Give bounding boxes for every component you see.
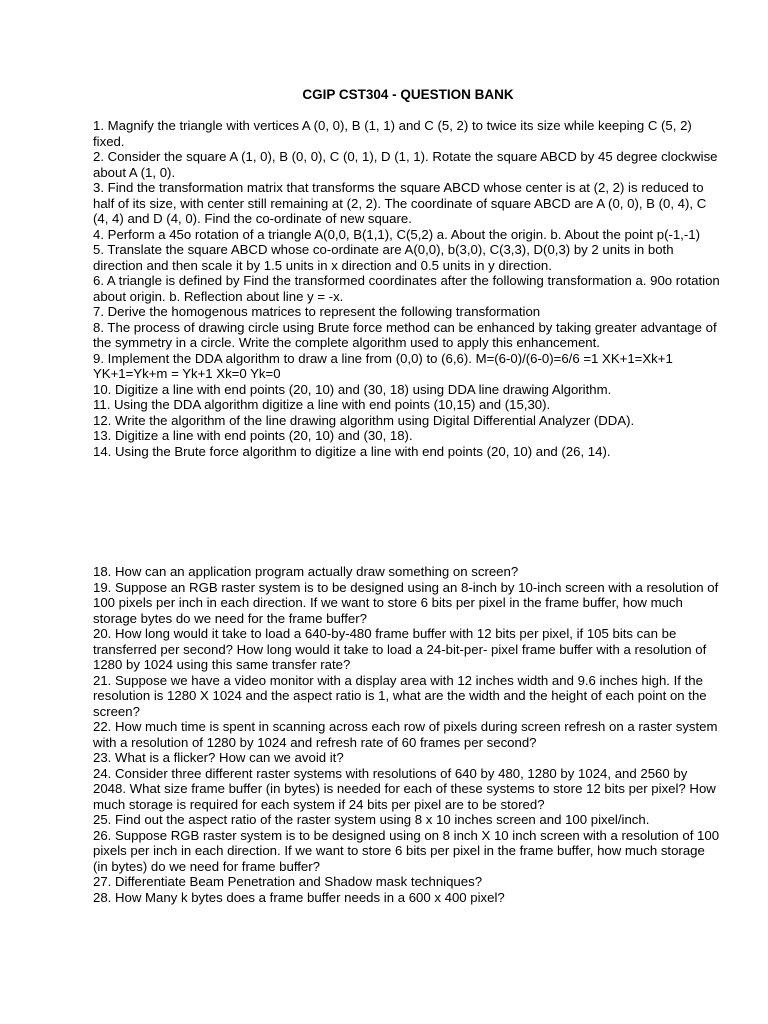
question-26: 26. Suppose RGB raster system is to be designed using on 8 inch X 10 inch screen with a resolution of 100 pixels per inch in each direction. If we want to store 6 bits per pixel in the frame buffer, how much storage (in bytes) do we need for frame buffer? (93, 827, 720, 874)
question-list-part-1 (93, 118, 723, 459)
question-18: 18. How can an application program actually draw something on screen? (93, 564, 519, 579)
question-27: 27. Differentiate Beam Penetration and Shadow mask techniques? (93, 874, 483, 889)
question-list-part-2 (93, 564, 723, 905)
question-8: 8. The process of drawing circle using Brute force method can be enhanced by taking greater advantage of the symmetry in a circle. Write the complete algorithm used to apply this enhancement. (93, 319, 717, 350)
question-22: 22. How much time is spent in scanning across each row of pixels during screen refresh on a raster system with a resolution of 1280 by 1024 and refresh rate of 60 frames per second? (93, 719, 718, 750)
question-4: 4. Perform a 45o rotation of a triangle A(0,0, B(1,1), C(5,2) a. About the origin. b. About the point p(-1,-1) (93, 226, 700, 242)
question-21: 21. Suppose we have a video monitor with a display area with 12 inches width and 9.6 inches high. If the resolution is 1280 X 1024 and the aspect ratio is 1, what are the width and the height of each point on the screen? (93, 672, 707, 719)
question-13: 13. Digitize a line with end points (20, 10) and (30, 18). (93, 428, 413, 443)
question-9: 9. Implement the DDA algorithm to draw a line from (0,0) to (6,6). M=(6-0)/(6-0)=6/6 =1 XK+1=Xk+1 YK+1=Yk+m = Yk+1 Xk=0 Yk=0 (93, 350, 673, 381)
question-24: 24. Consider three different raster systems with resolutions of 640 by 480, 1280 by 1024, and 2560 by 2048. What size frame buffer (in bytes) is needed for each of these systems to store 12 bits per pixel? How much storage is required for each system if 24 bits per pixel are to be stored? (93, 765, 716, 812)
question-25: 25. Find out the aspect ratio of the raster system using 8 x 10 inches screen and 100 pixel/inch. (93, 812, 650, 827)
question-2: 2. Consider the square A (1, 0), B (0, 0), C (0, 1), D (1, 1). Rotate the square ABCD by 45 degree clockwise about A (1, 0). (93, 149, 718, 180)
question-6: 6. A triangle is defined by Find the transformed coordinates after the following transformation a. 90o rotation about origin. b. Reflection about line y = -x. (93, 273, 720, 304)
document-title: CGIP CST304 - QUESTION BANK (302, 87, 514, 102)
question-23: 23. What is a flicker? How can we avoid it? (93, 750, 344, 765)
question-12: 12. Write the algorithm of the line drawing algorithm using Digital Differential Analyzer (DDA). (93, 412, 635, 428)
question-5: 5. Translate the square ABCD whose co-ordinate are A(0,0), b(3,0), C(3,3), D(0,3) by 2 units in both direction and then scale it by 1.5 units in x direction and 0.5 units in y direction. (93, 242, 674, 273)
question-20: 20. How long would it take to load a 640-by-480 frame buffer with 12 bits per pixel, if 105 bits can be transferred per second? How long would it take to load a 24-bit-per- pixel frame buffer with a resolution of 1280 by 1024 using this same transfer rate? (93, 626, 707, 672)
question-14: 14. Using the Brute force algorithm to digitize a line with end points (20, 10) and (26, 14). (93, 443, 611, 459)
question-11: 11. Using the DDA algorithm digitize a line with end points (10,15) and (15,30). (93, 397, 551, 412)
question-10: 10. Digitize a line with end points (20, 10) and (30, 18) using DDA line drawing Algorithm. (93, 381, 612, 397)
question-1: 1. Magnify the triangle with vertices A (0, 0), B (1, 1) and C (5, 2) to twice its size while keeping C (5, 2) fixed. (93, 118, 692, 149)
question-28: 28. How Many k bytes does a frame buffer needs in a 600 x 400 pixel? (93, 889, 505, 905)
question-3: 3. Find the transformation matrix that transforms the square ABCD whose center is at (2, 2) is reduced to half of its size, with center still remaining at (2, 2). The coordinate of square ABCD are A (0, 0), B (0, 4), C (4, 4) and D (4, 0). Find the co-ordinate of new square. (93, 180, 707, 226)
question-19: 19. Suppose an RGB raster system is to be designed using an 8-inch by 10-inch screen with a resolution of 100 pixels per inch in each direction. If we want to store 6 bits per pixel in the frame buffer, how much storage bytes do we need for the frame buffer? (93, 579, 719, 626)
question-7: 7. Derive the homogenous matrices to represent the following transformation (93, 304, 541, 319)
